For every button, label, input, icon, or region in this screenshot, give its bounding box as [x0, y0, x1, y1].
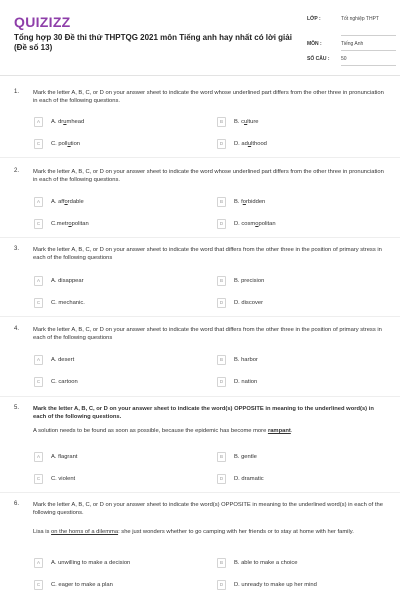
header-divider [0, 75, 400, 76]
option-letter-box: C [34, 474, 43, 484]
question-passage: A solution needs to be found as soon as possible, because the epidemic has become more rampant. [33, 428, 293, 434]
option-letter-box: B [217, 117, 226, 127]
option-text: A. unwilling to make a decision [51, 560, 131, 566]
question-number: 5. [14, 405, 20, 411]
option-text: D. nation [234, 379, 258, 385]
option-text: A. affordable [51, 199, 84, 205]
option-text: C.metropolitan [51, 221, 89, 227]
option-a[interactable] [34, 276, 194, 288]
question-number: 4. [14, 326, 20, 332]
option-a[interactable] [34, 197, 194, 209]
option-letter-box: D [217, 474, 226, 484]
option-c[interactable] [34, 219, 194, 231]
meta-divider [341, 50, 396, 51]
option-c[interactable] [34, 139, 194, 151]
option-text: A. disappear [51, 278, 84, 284]
option-letter-box: D [217, 298, 226, 308]
question-count-value: 50 [341, 56, 347, 62]
option-text: D. discover [234, 300, 263, 306]
option-d[interactable] [217, 474, 377, 486]
worksheet-header [0, 0, 400, 75]
option-d[interactable] [217, 298, 377, 310]
quizizz-logo: QUIZIZZ [14, 14, 71, 30]
option-d[interactable] [217, 139, 377, 151]
option-text: B. able to make a choice [234, 560, 298, 566]
option-letter-box: C [34, 580, 43, 590]
option-text: D. unready to make up her mind [234, 582, 317, 588]
question-divider [0, 492, 400, 493]
option-c[interactable] [34, 377, 194, 389]
document-title: Tổng hợp 30 Đề thi thử THPTQG 2021 môn Tiếng anh hay nhất có lời giải (Đề số 13) [14, 33, 292, 52]
class-value: Tốt nghiệp THPT [341, 16, 379, 22]
question-number: 1. [14, 89, 20, 95]
question-divider [0, 396, 400, 397]
option-text: C. pollution [51, 141, 81, 147]
question-divider [0, 237, 400, 238]
option-text: B. precision [234, 278, 265, 284]
option-b[interactable] [217, 117, 377, 129]
option-b[interactable] [217, 558, 377, 570]
question-number: 3. [14, 246, 20, 252]
option-letter-box: A [34, 452, 43, 462]
option-text: C. mechanic. [51, 300, 85, 306]
option-text: B. forbidden [234, 199, 266, 205]
option-b[interactable] [217, 276, 377, 288]
option-letter-box: B [217, 276, 226, 286]
option-text: B. harbor [234, 357, 258, 363]
option-b[interactable] [217, 452, 377, 464]
option-text: D. dramatic [234, 476, 264, 482]
option-letter-box: D [217, 139, 226, 149]
option-letter-box: B [217, 452, 226, 462]
option-a[interactable] [34, 558, 194, 570]
option-text: B. culture [234, 119, 259, 125]
option-a[interactable] [34, 355, 194, 367]
question-prompt: Mark the letter A, B, C, or D on your answer sheet to indicate the word(s) OPPOSITE in meaning to the underlined word(s) in each of the following questions. [33, 502, 383, 516]
question-prompt: Mark the letter A, B, C, or D on your answer sheet to indicate the word whose underlined part differs from the other three in pronunciation in each of the following questions. [33, 90, 384, 104]
question-number: 2. [14, 168, 20, 174]
option-text: A. flagrant [51, 454, 78, 460]
subject-value: Tiếng Anh [341, 41, 364, 47]
option-letter-box: A [34, 117, 43, 127]
option-letter-box: C [34, 139, 43, 149]
question-prompt: Mark the letter A, B, C, or D on your answer sheet to indicate the word that differs from the other three in the position of primary stress in each of the following questions [33, 327, 382, 341]
option-text: A. desert [51, 357, 75, 363]
option-text: B. gentle [234, 454, 257, 460]
option-letter-box: B [217, 197, 226, 207]
option-letter-box: D [217, 219, 226, 229]
option-letter-box: D [217, 377, 226, 387]
class-label: LỚP : [307, 16, 321, 22]
option-letter-box: A [34, 355, 43, 365]
question-prompt: Mark the letter A, B, C, or D on your answer sheet to indicate the word whose underlined part differs from the other three in pronunciation in each of the following questions. [33, 169, 384, 183]
option-c[interactable] [34, 298, 194, 310]
question-count-label: SỐ CÂU : [307, 56, 330, 62]
option-c[interactable] [34, 474, 194, 486]
option-letter-box: C [34, 298, 43, 308]
question-prompt: Mark the letter A, B, C, or D on your answer sheet to indicate the word(s) OPPOSITE in meaning to the underlined word(s) in each of the following questions. [33, 406, 374, 420]
option-letter-box: A [34, 276, 43, 286]
option-c[interactable] [34, 580, 194, 592]
option-text: C. violent [51, 476, 76, 482]
question-divider [0, 157, 400, 158]
question-divider [0, 316, 400, 317]
question-prompt: Mark the letter A, B, C, or D on your answer sheet to indicate the word that differs from the other three in the position of primary stress in each of the following questions [33, 247, 382, 261]
option-d[interactable] [217, 219, 377, 231]
option-letter-box: A [34, 197, 43, 207]
question-number: 6. [14, 501, 20, 507]
option-letter-box: B [217, 355, 226, 365]
option-letter-box: A [34, 558, 43, 568]
question-passage: Lisa is on the horns of a dilemma: she just wonders whether to go camping with her friends or to stay at home with her family. [33, 529, 354, 535]
option-text: D. adulthood [234, 141, 267, 147]
option-letter-box: C [34, 219, 43, 229]
option-text: C. eager to make a plan [51, 582, 113, 588]
option-d[interactable] [217, 377, 377, 389]
meta-divider [341, 35, 396, 36]
option-letter-box: C [34, 377, 43, 387]
option-a[interactable] [34, 452, 194, 464]
option-letter-box: B [217, 558, 226, 568]
subject-label: MÔN : [307, 41, 322, 47]
option-d[interactable] [217, 580, 377, 592]
option-letter-box: D [217, 580, 226, 590]
option-b[interactable] [217, 197, 377, 209]
option-text: D. cosmopolitan [234, 221, 276, 227]
option-b[interactable] [217, 355, 377, 367]
option-text: C. cartoon [51, 379, 78, 385]
option-text: A. drumhead [51, 119, 85, 125]
option-a[interactable] [34, 117, 194, 129]
meta-divider [341, 65, 396, 66]
